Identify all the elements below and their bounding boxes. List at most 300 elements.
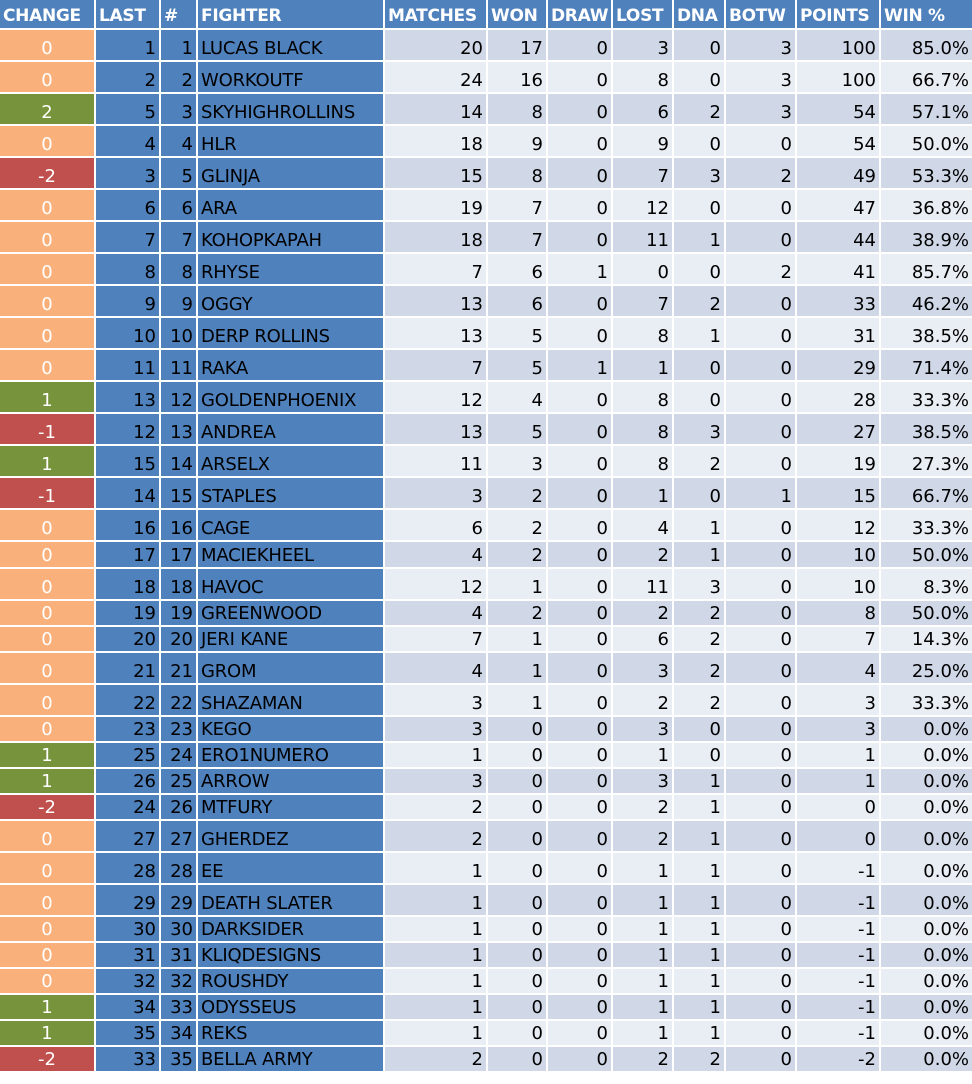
won-cell: 5 <box>488 318 548 350</box>
last-rank-cell: 17 <box>96 542 161 569</box>
dna-cell: 0 <box>674 743 726 769</box>
change-cell: 1 <box>0 1021 96 1047</box>
matches-cell: 14 <box>385 94 488 126</box>
table-row <box>0 653 972 685</box>
rank-cell: 23 <box>161 717 198 743</box>
draw-cell: 0 <box>548 795 613 821</box>
last-rank-cell: 13 <box>96 382 161 414</box>
table-row <box>0 943 972 969</box>
table-row <box>0 717 972 743</box>
win-pct-cell: 36.8% <box>881 190 972 222</box>
matches-cell: 1 <box>385 853 488 885</box>
draw-cell: 0 <box>548 627 613 653</box>
botw-cell: 0 <box>726 653 797 685</box>
fighter-name: HAVOC <box>198 569 385 601</box>
lost-cell: 11 <box>613 222 674 254</box>
matches-cell: 19 <box>385 190 488 222</box>
draw-cell: 0 <box>548 62 613 94</box>
change-cell: 1 <box>0 995 96 1021</box>
change-cell: 1 <box>0 743 96 769</box>
rank-cell: 12 <box>161 382 198 414</box>
fighter-name: EE <box>198 853 385 885</box>
change-cell: 0 <box>0 542 96 569</box>
rank-cell: 2 <box>161 62 198 94</box>
col-header-matches[interactable]: MATCHES <box>385 0 488 30</box>
matches-cell: 1 <box>385 743 488 769</box>
table-row <box>0 286 972 318</box>
lost-cell: 6 <box>613 627 674 653</box>
botw-cell: 0 <box>726 350 797 382</box>
dna-cell: 3 <box>674 158 726 190</box>
fighter-name: KOHOPKAPAH <box>198 222 385 254</box>
lost-cell: 12 <box>613 190 674 222</box>
draw-cell: 0 <box>548 995 613 1021</box>
points-cell: 3 <box>797 717 881 743</box>
draw-cell: 0 <box>548 743 613 769</box>
last-rank-cell: 25 <box>96 743 161 769</box>
botw-cell: 0 <box>726 795 797 821</box>
won-cell: 7 <box>488 222 548 254</box>
won-cell: 1 <box>488 627 548 653</box>
draw-cell: 0 <box>548 94 613 126</box>
dna-cell: 1 <box>674 795 726 821</box>
won-cell: 2 <box>488 478 548 510</box>
lost-cell: 2 <box>613 542 674 569</box>
lost-cell: 1 <box>613 995 674 1021</box>
points-cell: -1 <box>797 1021 881 1047</box>
fighter-name: ARA <box>198 190 385 222</box>
fighter-name: STAPLES <box>198 478 385 510</box>
botw-cell: 0 <box>726 1021 797 1047</box>
points-cell: 4 <box>797 653 881 685</box>
lost-cell: 1 <box>613 350 674 382</box>
points-cell: 33 <box>797 286 881 318</box>
won-cell: 0 <box>488 717 548 743</box>
draw-cell: 0 <box>548 382 613 414</box>
draw-cell: 0 <box>548 318 613 350</box>
fighter-name: DERP ROLLINS <box>198 318 385 350</box>
table-row <box>0 885 972 917</box>
win-pct-cell: 25.0% <box>881 653 972 685</box>
draw-cell: 0 <box>548 943 613 969</box>
win-pct-cell: 57.1% <box>881 94 972 126</box>
lost-cell: 2 <box>613 685 674 717</box>
draw-cell: 0 <box>548 885 613 917</box>
dna-cell: 1 <box>674 318 726 350</box>
draw-cell: 0 <box>548 769 613 795</box>
draw-cell: 0 <box>548 1021 613 1047</box>
botw-cell: 1 <box>726 478 797 510</box>
rank-cell: 17 <box>161 542 198 569</box>
botw-cell: 0 <box>726 318 797 350</box>
matches-cell: 4 <box>385 601 488 627</box>
rank-cell: 35 <box>161 1047 198 1073</box>
points-cell: -1 <box>797 853 881 885</box>
change-cell: 0 <box>0 510 96 542</box>
botw-cell: 0 <box>726 569 797 601</box>
points-cell: 1 <box>797 743 881 769</box>
lost-cell: 7 <box>613 158 674 190</box>
botw-cell: 0 <box>726 1047 797 1073</box>
points-cell: 28 <box>797 382 881 414</box>
win-pct-cell: 27.3% <box>881 446 972 478</box>
last-rank-cell: 7 <box>96 222 161 254</box>
col-header-rank[interactable]: # <box>161 0 198 30</box>
table-row <box>0 62 972 94</box>
lost-cell: 2 <box>613 601 674 627</box>
fighter-name: KLIQDESIGNS <box>198 943 385 969</box>
rank-cell: 3 <box>161 94 198 126</box>
dna-cell: 2 <box>674 685 726 717</box>
won-cell: 6 <box>488 254 548 286</box>
botw-cell: 0 <box>726 222 797 254</box>
botw-cell: 3 <box>726 62 797 94</box>
rank-cell: 31 <box>161 943 198 969</box>
botw-cell: 0 <box>726 286 797 318</box>
dna-cell: 0 <box>674 254 726 286</box>
points-cell: 49 <box>797 158 881 190</box>
last-rank-cell: 19 <box>96 601 161 627</box>
won-cell: 0 <box>488 795 548 821</box>
points-cell: 15 <box>797 478 881 510</box>
rank-cell: 4 <box>161 126 198 158</box>
dna-cell: 2 <box>674 94 726 126</box>
botw-cell: 0 <box>726 446 797 478</box>
draw-cell: 0 <box>548 286 613 318</box>
rank-cell: 11 <box>161 350 198 382</box>
col-header-draw[interactable]: DRAW <box>548 0 613 30</box>
points-cell: 31 <box>797 318 881 350</box>
dna-cell: 0 <box>674 717 726 743</box>
dna-cell: 0 <box>674 30 726 62</box>
change-cell: 0 <box>0 969 96 995</box>
last-rank-cell: 1 <box>96 30 161 62</box>
fighter-name: RAKA <box>198 350 385 382</box>
won-cell: 3 <box>488 446 548 478</box>
win-pct-cell: 85.7% <box>881 254 972 286</box>
win-pct-cell: 0.0% <box>881 853 972 885</box>
botw-cell: 0 <box>726 627 797 653</box>
table-row <box>0 969 972 995</box>
won-cell: 0 <box>488 743 548 769</box>
draw-cell: 0 <box>548 510 613 542</box>
dna-cell: 1 <box>674 995 726 1021</box>
win-pct-cell: 33.3% <box>881 510 972 542</box>
change-cell: 0 <box>0 685 96 717</box>
lost-cell: 8 <box>613 414 674 446</box>
won-cell: 1 <box>488 569 548 601</box>
fighter-name: GROM <box>198 653 385 685</box>
draw-cell: 0 <box>548 969 613 995</box>
matches-cell: 2 <box>385 795 488 821</box>
draw-cell: 0 <box>548 917 613 943</box>
fighter-name: DEATH SLATER <box>198 885 385 917</box>
rank-cell: 34 <box>161 1021 198 1047</box>
botw-cell: 0 <box>726 126 797 158</box>
last-rank-cell: 32 <box>96 969 161 995</box>
lost-cell: 1 <box>613 853 674 885</box>
fighter-name: GLINJA <box>198 158 385 190</box>
won-cell: 0 <box>488 853 548 885</box>
fighter-name: OGGY <box>198 286 385 318</box>
rank-cell: 33 <box>161 995 198 1021</box>
dna-cell: 1 <box>674 943 726 969</box>
fighter-name: ANDREA <box>198 414 385 446</box>
fighter-name: WORKOUTF <box>198 62 385 94</box>
last-rank-cell: 12 <box>96 414 161 446</box>
points-cell: 3 <box>797 685 881 717</box>
rank-cell: 29 <box>161 885 198 917</box>
draw-cell: 0 <box>548 446 613 478</box>
points-cell: 10 <box>797 569 881 601</box>
col-header-lost[interactable]: LOST <box>613 0 674 30</box>
last-rank-cell: 33 <box>96 1047 161 1073</box>
botw-cell: 0 <box>726 190 797 222</box>
dna-cell: 2 <box>674 286 726 318</box>
won-cell: 16 <box>488 62 548 94</box>
botw-cell: 0 <box>726 414 797 446</box>
rank-cell: 6 <box>161 190 198 222</box>
win-pct-cell: 71.4% <box>881 350 972 382</box>
change-cell: -2 <box>0 795 96 821</box>
rank-cell: 1 <box>161 30 198 62</box>
win-pct-cell: 85.0% <box>881 30 972 62</box>
botw-cell: 2 <box>726 254 797 286</box>
last-rank-cell: 2 <box>96 62 161 94</box>
won-cell: 5 <box>488 414 548 446</box>
won-cell: 0 <box>488 885 548 917</box>
dna-cell: 2 <box>674 601 726 627</box>
col-header-change[interactable]: CHANGE <box>0 0 96 30</box>
change-cell: 0 <box>0 601 96 627</box>
rank-cell: 15 <box>161 478 198 510</box>
fighter-name: MACIEKHEEL <box>198 542 385 569</box>
change-cell: 0 <box>0 126 96 158</box>
dna-cell: 1 <box>674 853 726 885</box>
lost-cell: 4 <box>613 510 674 542</box>
points-cell: 44 <box>797 222 881 254</box>
matches-cell: 15 <box>385 158 488 190</box>
matches-cell: 11 <box>385 446 488 478</box>
col-header-won[interactable]: WON <box>488 0 548 30</box>
points-cell: 54 <box>797 126 881 158</box>
draw-cell: 1 <box>548 254 613 286</box>
lost-cell: 9 <box>613 126 674 158</box>
rank-cell: 30 <box>161 917 198 943</box>
matches-cell: 7 <box>385 627 488 653</box>
fighter-name: KEGO <box>198 717 385 743</box>
table-row <box>0 795 972 821</box>
draw-cell: 1 <box>548 350 613 382</box>
dna-cell: 1 <box>674 821 726 853</box>
draw-cell: 0 <box>548 653 613 685</box>
win-pct-cell: 38.5% <box>881 318 972 350</box>
points-cell: 41 <box>797 254 881 286</box>
change-cell: 0 <box>0 350 96 382</box>
last-rank-cell: 26 <box>96 769 161 795</box>
won-cell: 2 <box>488 542 548 569</box>
won-cell: 8 <box>488 94 548 126</box>
fighter-name: BELLA ARMY <box>198 1047 385 1073</box>
win-pct-cell: 33.3% <box>881 382 972 414</box>
col-header-points[interactable]: POINTS <box>797 0 881 30</box>
won-cell: 0 <box>488 1047 548 1073</box>
col-header-win-pct[interactable]: WIN % <box>881 0 972 30</box>
draw-cell: 0 <box>548 158 613 190</box>
rank-cell: 13 <box>161 414 198 446</box>
matches-cell: 1 <box>385 885 488 917</box>
col-header-botw[interactable]: BOTW <box>726 0 797 30</box>
table-row <box>0 569 972 601</box>
table-row <box>0 542 972 569</box>
points-cell: 0 <box>797 821 881 853</box>
fighter-name: LUCAS BLACK <box>198 30 385 62</box>
won-cell: 2 <box>488 510 548 542</box>
lost-cell: 1 <box>613 969 674 995</box>
dna-cell: 1 <box>674 222 726 254</box>
table-row <box>0 743 972 769</box>
change-cell: 0 <box>0 943 96 969</box>
dna-cell: 0 <box>674 62 726 94</box>
table-row <box>0 94 972 126</box>
change-cell: -1 <box>0 478 96 510</box>
dna-cell: 0 <box>674 382 726 414</box>
last-rank-cell: 30 <box>96 917 161 943</box>
botw-cell: 0 <box>726 510 797 542</box>
dna-cell: 3 <box>674 569 726 601</box>
dna-cell: 0 <box>674 126 726 158</box>
botw-cell: 3 <box>726 94 797 126</box>
last-rank-cell: 28 <box>96 853 161 885</box>
col-header-fighter[interactable]: FIGHTER <box>198 0 385 30</box>
rank-cell: 32 <box>161 969 198 995</box>
botw-cell: 0 <box>726 821 797 853</box>
dna-cell: 1 <box>674 510 726 542</box>
win-pct-cell: 0.0% <box>881 885 972 917</box>
draw-cell: 0 <box>548 542 613 569</box>
points-cell: -1 <box>797 917 881 943</box>
dna-cell: 2 <box>674 446 726 478</box>
rank-cell: 25 <box>161 769 198 795</box>
table-row <box>0 30 972 62</box>
points-cell: 1 <box>797 769 881 795</box>
change-cell: 1 <box>0 382 96 414</box>
lost-cell: 3 <box>613 717 674 743</box>
botw-cell: 0 <box>726 885 797 917</box>
change-cell: 0 <box>0 318 96 350</box>
matches-cell: 3 <box>385 769 488 795</box>
rank-cell: 8 <box>161 254 198 286</box>
col-header-last[interactable]: LAST <box>96 0 161 30</box>
fighter-name: SHAZAMAN <box>198 685 385 717</box>
lost-cell: 3 <box>613 653 674 685</box>
lost-cell: 6 <box>613 94 674 126</box>
lost-cell: 1 <box>613 1021 674 1047</box>
draw-cell: 0 <box>548 1047 613 1073</box>
table-row <box>0 510 972 542</box>
fighter-name: REKS <box>198 1021 385 1047</box>
matches-cell: 4 <box>385 542 488 569</box>
botw-cell: 0 <box>726 685 797 717</box>
lost-cell: 1 <box>613 885 674 917</box>
rank-cell: 5 <box>161 158 198 190</box>
last-rank-cell: 20 <box>96 627 161 653</box>
botw-cell: 3 <box>726 30 797 62</box>
won-cell: 1 <box>488 653 548 685</box>
botw-cell: 0 <box>726 917 797 943</box>
win-pct-cell: 0.0% <box>881 969 972 995</box>
botw-cell: 0 <box>726 969 797 995</box>
matches-cell: 12 <box>385 382 488 414</box>
last-rank-cell: 31 <box>96 943 161 969</box>
win-pct-cell: 53.3% <box>881 158 972 190</box>
matches-cell: 1 <box>385 969 488 995</box>
matches-cell: 7 <box>385 254 488 286</box>
botw-cell: 0 <box>726 943 797 969</box>
last-rank-cell: 21 <box>96 653 161 685</box>
col-header-dna[interactable]: DNA <box>674 0 726 30</box>
botw-cell: 0 <box>726 853 797 885</box>
lost-cell: 1 <box>613 743 674 769</box>
last-rank-cell: 6 <box>96 190 161 222</box>
draw-cell: 0 <box>548 685 613 717</box>
lost-cell: 1 <box>613 943 674 969</box>
win-pct-cell: 50.0% <box>881 126 972 158</box>
matches-cell: 4 <box>385 653 488 685</box>
last-rank-cell: 18 <box>96 569 161 601</box>
last-rank-cell: 11 <box>96 350 161 382</box>
won-cell: 8 <box>488 158 548 190</box>
table-row <box>0 769 972 795</box>
fighter-name: GHERDEZ <box>198 821 385 853</box>
matches-cell: 1 <box>385 917 488 943</box>
dna-cell: 0 <box>674 190 726 222</box>
win-pct-cell: 8.3% <box>881 569 972 601</box>
change-cell: -2 <box>0 1047 96 1073</box>
table-row <box>0 601 972 627</box>
botw-cell: 0 <box>726 743 797 769</box>
rank-cell: 16 <box>161 510 198 542</box>
rank-cell: 26 <box>161 795 198 821</box>
fighter-name: ARROW <box>198 769 385 795</box>
lost-cell: 2 <box>613 795 674 821</box>
botw-cell: 0 <box>726 769 797 795</box>
matches-cell: 12 <box>385 569 488 601</box>
draw-cell: 0 <box>548 126 613 158</box>
lost-cell: 11 <box>613 569 674 601</box>
won-cell: 1 <box>488 685 548 717</box>
change-cell: 0 <box>0 917 96 943</box>
matches-cell: 18 <box>385 222 488 254</box>
draw-cell: 0 <box>548 30 613 62</box>
matches-cell: 3 <box>385 685 488 717</box>
table-row <box>0 1047 972 1073</box>
lost-cell: 8 <box>613 62 674 94</box>
table-row <box>0 478 972 510</box>
win-pct-cell: 0.0% <box>881 821 972 853</box>
table-row <box>0 917 972 943</box>
change-cell: 0 <box>0 62 96 94</box>
change-cell: 0 <box>0 717 96 743</box>
points-cell: 19 <box>797 446 881 478</box>
rank-cell: 24 <box>161 743 198 769</box>
draw-cell: 0 <box>548 717 613 743</box>
won-cell: 0 <box>488 769 548 795</box>
win-pct-cell: 66.7% <box>881 478 972 510</box>
table-row <box>0 126 972 158</box>
dna-cell: 2 <box>674 653 726 685</box>
dna-cell: 1 <box>674 769 726 795</box>
